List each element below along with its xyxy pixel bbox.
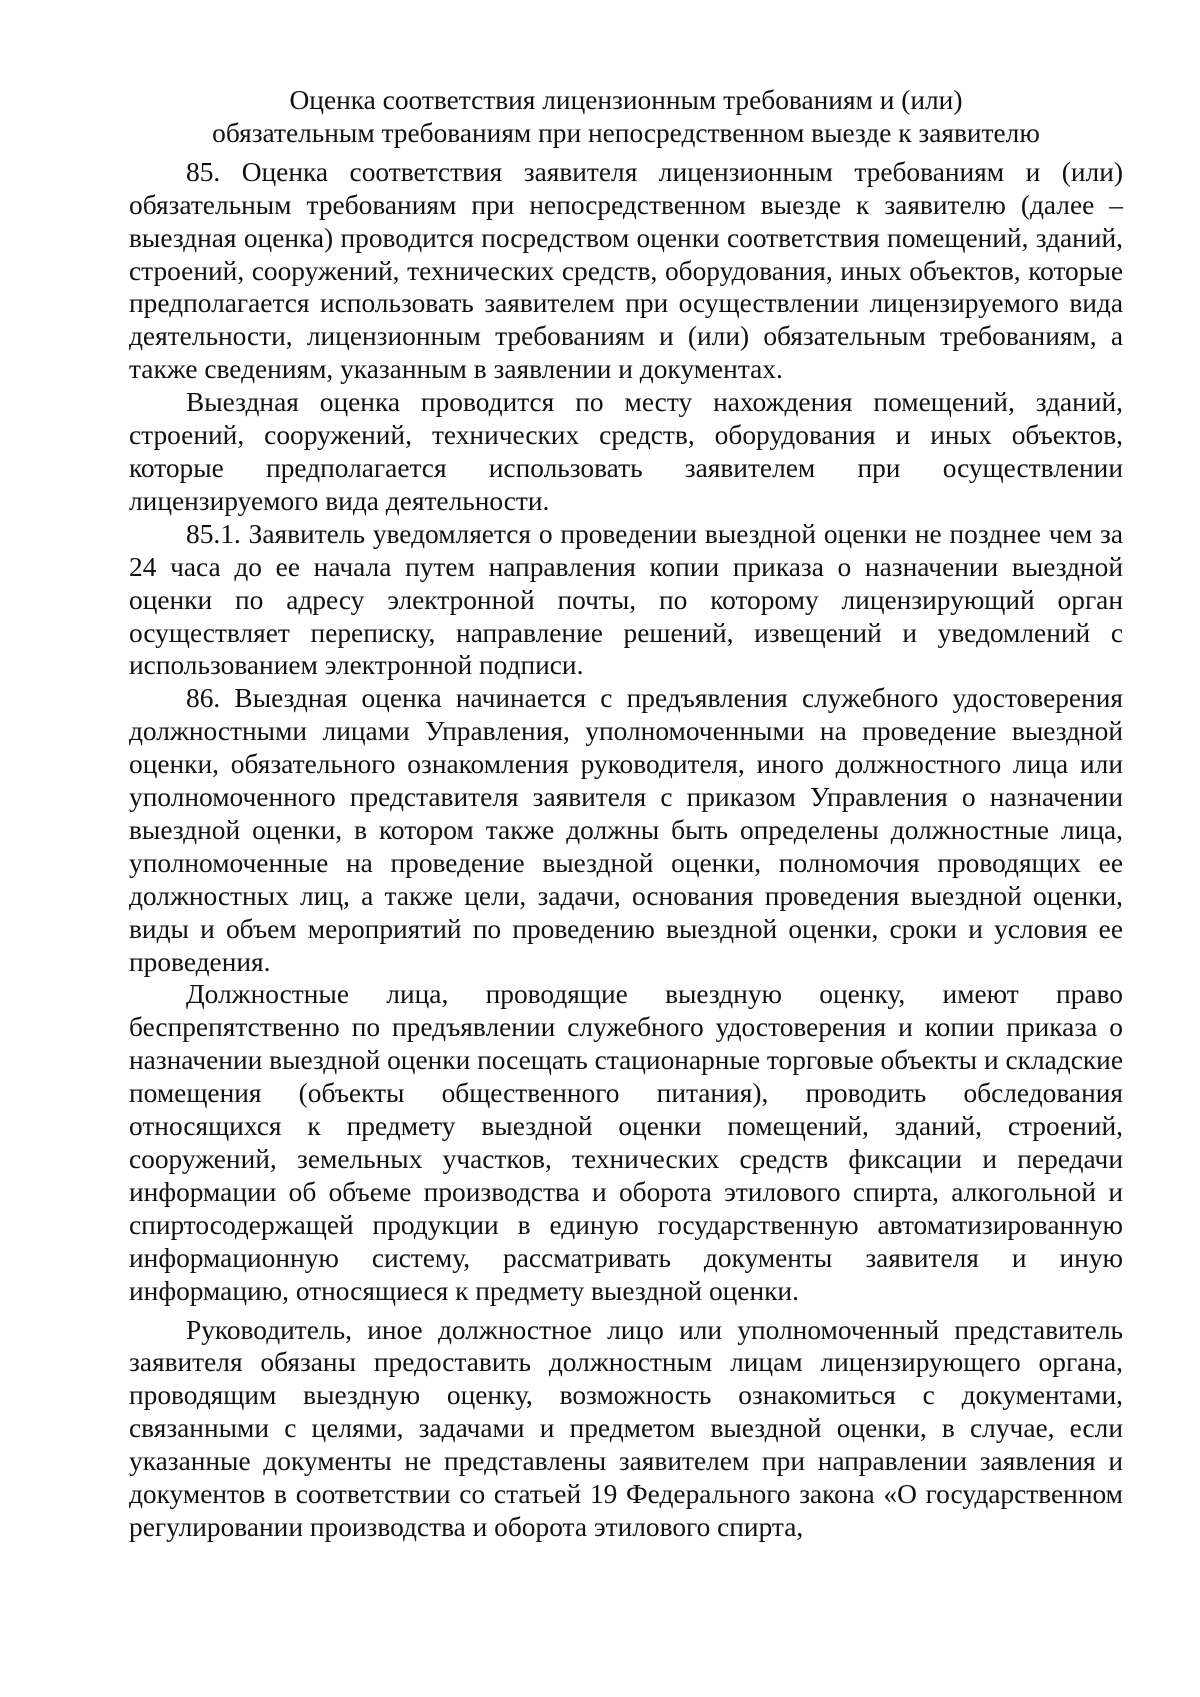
paragraph-86-obligations: Руководитель, иное должностное лицо или уполномоченный представитель заявителя обязаны предоставить должностным лицам лицензирующего органа, проводящим выездную оценку, возможность ознакомиться с документами, связанными с целями, задачами и предметом выездной оценки, в случае, если указанные документы не представлены заявителем при направлении заявления и документов в соответствии со статьей 19 Федерального закона «О государственном регулировании производства и оборота этилового спирта, — [129, 1314, 1123, 1542]
heading-line-1: Оценка соответствия лицензионным требованиям и (или) — [289, 85, 963, 115]
paragraph-85-place: Выездная оценка проводится по месту нахождения помещений, зданий, строений, сооружений, технических средств, оборудования и иных объектов, которые предполагается использовать заявителем при осуществлении лицензируемого вида деятельности. — [129, 387, 1123, 516]
paragraph-85-1: 85.1. Заявитель уведомляется о проведении выездной оценки не позднее чем за 24 часа до ее начала путем направления копии приказа о назначении выездной оценки по адресу электронной почты, по которому лицензирующий орган осуществляет переписку, направление решений, извещений и уведомлений с использованием электронной подписи. — [129, 518, 1123, 681]
document-page — [129, 84, 1123, 1544]
heading-line-2: обязательным требованиям при непосредственном выезде к заявителю — [212, 117, 1040, 148]
paragraph-86: 86. Выездная оценка начинается с предъявления служебного удостоверения должностными лицами Управления, уполномоченными на проведение выездной оценки, обязательного ознакомления руководителя, иного должностного лица или уполномоченного представителя заявителя с приказом Управления о назначении выездной оценки, в котором также должны быть определены должностные лица, уполномоченные на проведение выездной оценки, полномочия проводящих ее должностных лиц, а также цели, задачи, основания проведения выездной оценки, виды и объем мероприятий по проведению выездной оценки, сроки и условия ее проведения. — [129, 683, 1123, 977]
paragraph-86-rights: Должностные лица, проводящие выездную оценку, имеют право беспрепятственно по предъявлении служебного удостоверения и копии приказа о назначении выездной оценки посещать стационарные торговые объекты и складские помещения (объекты общественного питания), проводить обследования относящихся к предмету выездной оценки помещений, зданий, строений, сооружений, земельных участков, технических средств фиксации и передачи информации об объеме производства и оборота этилового спирта, алкогольной и спиртосодержащей продукции в единую государственную автоматизированную информационную систему, рассматривать документы заявителя и иную информацию, относящиеся к предмету выездной оценки. — [129, 979, 1123, 1306]
paragraph-85: 85. Оценка соответствия заявителя лицензионным требованиям и (или) обязательным требованиям при непосредственном выезде к заявителю (далее – выездная оценка) проводится посредством оценки соответствия помещений, зданий, строений, сооружений, технических средств, оборудования, иных объектов, которые предполагается использовать заявителем при осуществлении лицензируемого вида деятельности, лицензионным требованиям и (или) обязательным требованиям, а также сведениям, указанным в заявлении и документах. — [129, 156, 1123, 385]
section-heading — [129, 84, 1123, 150]
